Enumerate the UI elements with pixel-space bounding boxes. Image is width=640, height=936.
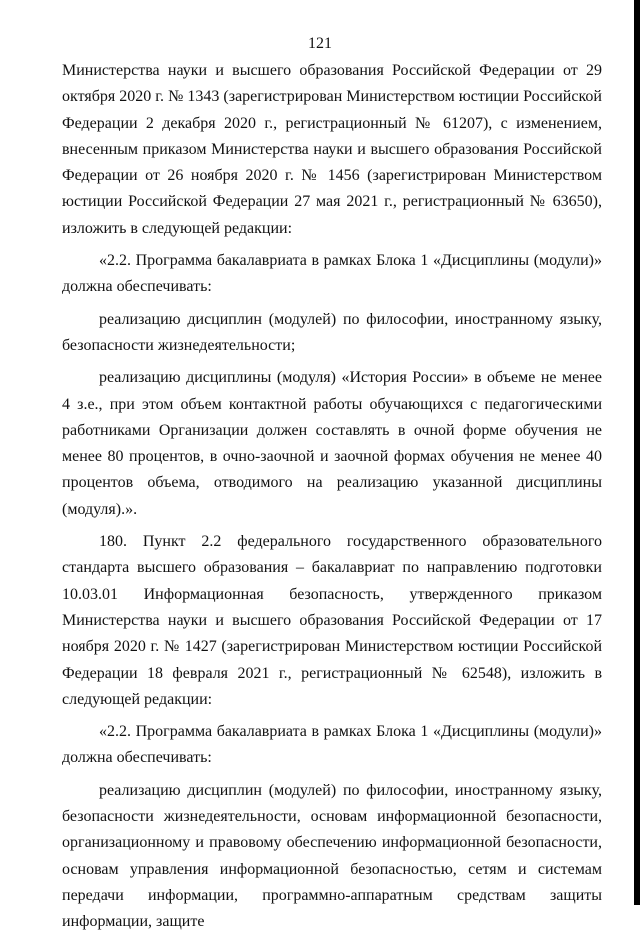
paragraph-item-180: 180. Пункт 2.2 федерального государственного образовательного стандарта высшего образования – бакалавриат по направлению подготовки 10.03.01 Информационная безопасность, утвержденного приказом Министерства науки и высшего образования Российской Федерации от 17 ноября 2020 г. № 1427 (зарегистрирован Министерством юстиции Российской Федерации 18 февраля 2021 г., регистрационный № 62548), изложить в следующей редакции: [62,533,602,708]
paragraph-disciplines-2: реализацию дисциплин (модулей) по философии, иностранному языку, безопасности жизнедеятельности, основам информационной безопасности, организационному и правовому обеспечению информационной безопасности, основам управления информационной безопасностью, сетям и системам передачи информации, программно-аппаратным средствам защиты информации, защите [62,781,602,931]
page-number: 121 [308,35,332,52]
paragraph-quoted-clause-2: «2.2. Программа бакалавриата в рамках Блока 1 «Дисциплины (модули)» должна обеспечивать: [62,723,602,767]
paragraph-history: реализацию дисциплины (модуля) «История России» в объеме не менее 4 з.е., при этом объем контактной работы обучающихся с педагогическими работниками Организации должен составлять в очной форме обучения не менее 80 процентов, в очно-заочной и заочной формах обучения не менее 40 процентов объема, отводимого на реализацию указанной дисциплины (модуля).». [62,369,602,518]
scan-edge [634,0,640,905]
document-body [62,58,602,936]
paragraph-continuation: Министерства науки и высшего образования Российской Федерации от 29 октября 2020 г. № 1343 (зарегистрирован Министерством юстиции Российской Федерации 2 декабря 2020 г., регистрационный № 61207), с изменением, внесенным приказом Министерства науки и высшего образования Российской Федерации от 26 ноября 2020 г. № 1456 (зарегистрирован Министерством юстиции Российской Федерации 27 мая 2021 г., регистрационный № 63650), изложить в следующей редакции: [62,62,602,237]
paragraph-quoted-clause: «2.2. Программа бакалавриата в рамках Блока 1 «Дисциплины (модули)» должна обеспечивать: [62,252,602,296]
paragraph-disciplines: реализацию дисциплин (модулей) по философии, иностранному языку, безопасности жизнедеятельности; [62,310,602,354]
